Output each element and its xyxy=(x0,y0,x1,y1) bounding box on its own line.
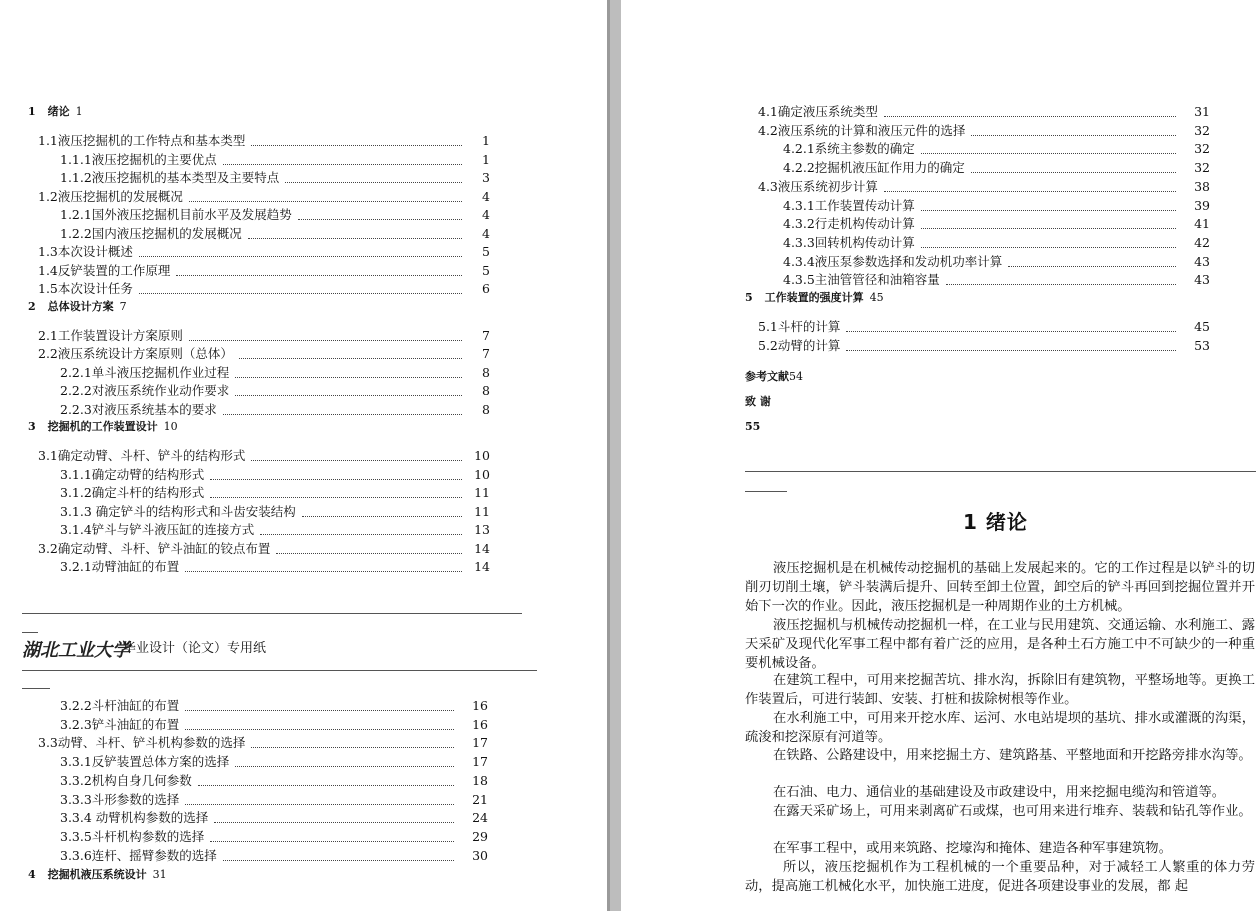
toc-dot-leader xyxy=(223,413,462,415)
toc-entry xyxy=(60,521,490,539)
toc-entry xyxy=(38,188,490,206)
toc-entry-page: 31 xyxy=(1194,104,1210,119)
toc-entry xyxy=(60,558,490,576)
toc-chapter-number: 4 xyxy=(28,868,36,882)
toc-entry-page: 16 xyxy=(472,716,488,732)
toc-entry-page: 4 xyxy=(482,188,490,204)
toc-entry-page: 10 xyxy=(474,466,490,482)
page-gutter xyxy=(607,0,621,911)
toc-entry-page: 43 xyxy=(1194,253,1210,269)
toc-entry-page: 3 xyxy=(482,170,490,185)
toc-chapter-entry xyxy=(28,867,167,883)
toc-dot-leader xyxy=(223,859,454,861)
toc-dot-leader xyxy=(971,171,1176,173)
toc-entry-page: 18 xyxy=(472,772,488,788)
toc-entry-page: 4 xyxy=(482,207,490,222)
references-entry xyxy=(745,369,803,385)
toc-entry-title: 3.3.5斗杆机构参数的选择 xyxy=(60,828,205,844)
toc-entry xyxy=(38,132,490,150)
toc-entry-title: 3.1.3 确定铲斗的结构形式和斗齿安装结构 xyxy=(60,503,296,519)
toc-dot-leader xyxy=(921,152,1176,154)
left-page xyxy=(0,0,607,911)
toc-entry-page: 17 xyxy=(472,754,488,770)
toc-entry xyxy=(60,169,490,187)
toc-dot-leader xyxy=(235,394,462,396)
toc-entry-title: 3.3.6连杆、摇臂参数的选择 xyxy=(60,847,217,863)
toc-dot-leader xyxy=(260,533,462,535)
toc-dot-leader xyxy=(302,515,462,517)
toc-chapter-entry xyxy=(28,104,83,120)
toc-entry-page: 7 xyxy=(482,327,490,343)
toc-entry-title: 4.3.2行走机构传动计算 xyxy=(783,216,915,232)
toc-entry-title: 2.2液压系统设计方案原则（总体） xyxy=(38,346,233,361)
toc-dot-leader xyxy=(189,200,462,202)
chapter-paragraph: 在建筑工程中，可用来挖掘苦坑、排水沟，拆除旧有建筑物，平整场地等。更换工作装置后，可进行装卸、安装、打桩和拔除树根等作业。 xyxy=(745,673,1255,707)
toc-entry xyxy=(38,540,490,558)
toc-dot-leader xyxy=(235,376,462,378)
toc-entry-title: 3.2确定动臂、斗杆、铲斗油缸的铰点布置 xyxy=(38,540,271,556)
toc-entry xyxy=(758,122,1210,140)
toc-entry xyxy=(38,280,490,298)
toc-entry-title: 5.1斗杆的计算 xyxy=(758,319,841,334)
toc-dot-leader xyxy=(971,134,1176,136)
toc-dot-leader xyxy=(276,552,462,554)
right-header-rule xyxy=(745,471,1256,472)
toc-entry-page: 8 xyxy=(482,401,490,417)
toc-entry xyxy=(60,847,488,865)
header-rule-stub-2 xyxy=(22,688,50,689)
toc-entry-title: 4.2.2挖掘机液压缸作用力的确定 xyxy=(783,160,965,176)
toc-entry-page: 29 xyxy=(472,828,488,844)
toc-entry-title: 1.1.2液压挖掘机的基本类型及主要特点 xyxy=(60,170,280,185)
toc-chapter-title: 挖掘机液压系统设计 xyxy=(47,868,147,882)
toc-entry-page: 11 xyxy=(474,485,490,500)
toc-chapter-page: 31 xyxy=(152,868,167,882)
toc-entry-page: 5 xyxy=(482,244,490,259)
header-rule-bottom xyxy=(22,670,537,671)
toc-entry-page: 7 xyxy=(482,346,490,361)
toc-dot-leader xyxy=(189,339,462,341)
toc-entry-title: 2.2.1单斗液压挖掘机作业过程 xyxy=(60,364,230,380)
toc-entry-title: 3.2.3铲斗油缸的布置 xyxy=(60,716,180,732)
school-logo xyxy=(22,638,130,661)
toc-dot-leader xyxy=(239,357,462,359)
toc-entry xyxy=(38,262,490,280)
toc-entry-page: 16 xyxy=(472,698,488,713)
toc-entry xyxy=(758,318,1210,336)
toc-chapter-title: 挖掘机的工作装置设计 xyxy=(47,420,158,433)
toc-entry xyxy=(60,484,490,502)
toc-entry-title: 3.3动臂、斗杆、铲斗机构参数的选择 xyxy=(38,735,246,751)
toc-dot-leader xyxy=(248,237,462,239)
toc-entry xyxy=(60,791,488,809)
toc-dot-leader xyxy=(846,349,1176,351)
toc-chapter-entry xyxy=(28,299,127,315)
toc-entry xyxy=(60,809,488,827)
chapter-heading: 1 绪论 xyxy=(963,510,1028,534)
toc-chapter-number: 1 xyxy=(28,105,36,118)
toc-dot-leader xyxy=(139,292,462,294)
toc-entry-title: 1.2.1国外液压挖掘机目前水平及发展趋势 xyxy=(60,207,292,222)
toc-entry-title: 1.2液压挖掘机的发展概况 xyxy=(38,188,183,204)
toc-entry-title: 3.1.4铲斗与铲斗液压缸的连接方式 xyxy=(60,522,255,537)
toc-entry-page: 1 xyxy=(482,133,490,148)
toc-entry xyxy=(38,734,488,752)
toc-dot-leader xyxy=(921,209,1176,211)
header-title: 毕业设计（论文）专用纸 xyxy=(123,641,267,656)
toc-entry-title: 3.1.1确定动臂的结构形式 xyxy=(60,466,205,482)
chapter-paragraph: 在铁路、公路建设中，用来挖掘土方、建筑路基、平整地面和开挖路旁排水沟等。 xyxy=(773,748,1252,763)
toc-dot-leader xyxy=(251,746,454,748)
toc-dot-leader xyxy=(1008,265,1176,267)
toc-entry-title: 4.3.4液压泵参数选择和发动机功率计算 xyxy=(783,253,1003,269)
toc-chapter-page: 7 xyxy=(119,299,127,313)
chapter-paragraph: 液压挖掘机与机械传动挖掘机一样，在工业与民用建筑、交通运输、水利施工、露天采矿及现代化军事工程中都有着广泛的应用，是各种土石方施工中不可缺少的一种重要机械设备。 xyxy=(745,618,1255,671)
toc-entry-title: 3.3.1反铲装置总体方案的选择 xyxy=(60,754,230,770)
toc-entry-page: 14 xyxy=(474,559,490,574)
toc-dot-leader xyxy=(235,765,454,767)
toc-entry-title: 1.1液压挖掘机的工作特点和基本类型 xyxy=(38,133,246,148)
toc-entry-page: 10 xyxy=(474,448,490,463)
toc-entry-page: 11 xyxy=(474,503,490,519)
toc-entry xyxy=(38,345,490,363)
toc-entry xyxy=(758,337,1210,355)
toc-entry xyxy=(783,140,1210,158)
toc-entry xyxy=(60,364,490,382)
toc-entry-page: 13 xyxy=(474,522,490,537)
toc-entry xyxy=(38,447,490,465)
toc-dot-leader xyxy=(185,570,462,572)
toc-entry-page: 32 xyxy=(1194,160,1210,176)
toc-entry-title: 1.4反铲装置的工作原理 xyxy=(38,262,171,278)
toc-entry-title: 4.2.1系统主参数的确定 xyxy=(783,141,915,157)
svg-text:湖北工业大学: 湖北工业大学 xyxy=(22,640,130,661)
toc-entry-title: 1.2.2国内液压挖掘机的发展概况 xyxy=(60,225,242,241)
toc-entry-page: 17 xyxy=(472,735,488,751)
toc-chapter-title: 工作装置的强度计算 xyxy=(764,291,864,304)
toc-dot-leader xyxy=(223,163,462,165)
toc-entry xyxy=(783,234,1210,252)
toc-dot-leader xyxy=(214,821,454,823)
toc-entry-title: 4.3.1工作装置传动计算 xyxy=(783,197,915,213)
toc-dot-leader xyxy=(198,784,454,786)
toc-chapter-number: 2 xyxy=(28,299,36,313)
toc-entry xyxy=(60,225,490,243)
right-header-rule-stub xyxy=(745,491,787,492)
toc-entry-title: 3.3.2机构自身几何参数 xyxy=(60,772,192,788)
toc-dot-leader xyxy=(298,218,462,220)
toc-dot-leader xyxy=(185,728,454,730)
toc-entry-page: 41 xyxy=(1194,216,1210,232)
toc-chapter-entry xyxy=(745,290,884,306)
toc-entry xyxy=(38,327,490,345)
toc-entry xyxy=(60,151,490,169)
toc-chapter-page: 10 xyxy=(163,420,178,433)
toc-entry-page: 4 xyxy=(482,225,490,241)
toc-dot-leader xyxy=(176,274,462,276)
toc-entry xyxy=(758,178,1210,196)
toc-entry-title: 2.2.3对液压系统基本的要求 xyxy=(60,401,217,417)
toc-entry-page: 5 xyxy=(482,262,490,278)
references-page: 54 xyxy=(789,370,803,383)
toc-entry-page: 38 xyxy=(1194,178,1210,194)
toc-entry-title: 4.1确定液压系统类型 xyxy=(758,104,878,119)
toc-entry xyxy=(60,716,488,734)
toc-dot-leader xyxy=(210,840,454,842)
toc-entry xyxy=(758,103,1210,121)
toc-entry-page: 45 xyxy=(1194,319,1210,334)
toc-entry xyxy=(38,243,490,261)
toc-dot-leader xyxy=(884,190,1176,192)
toc-entry-title: 1.5本次设计任务 xyxy=(38,281,133,296)
toc-entry-title: 3.3.4 动臂机构参数的选择 xyxy=(60,810,209,826)
toc-entry xyxy=(783,271,1210,289)
toc-dot-leader xyxy=(185,803,454,805)
chapter-paragraph: 液压挖掘机是在机械传动挖掘机的基础上发展起来的。它的工作过程是以铲斗的切削刃切削土壤，铲斗装满后提升、回转至卸土位置，卸空后的铲斗再回到挖掘位置并开始下一次的作业。因此，液压挖掘机是一种周期作业的土方机械。 xyxy=(745,561,1255,614)
toc-entry-page: 32 xyxy=(1194,141,1210,157)
toc-entry-page: 14 xyxy=(474,540,490,556)
toc-dot-leader xyxy=(210,496,462,498)
toc-entry-title: 1.1.1液压挖掘机的主要优点 xyxy=(60,151,217,167)
toc-entry-page: 1 xyxy=(482,151,490,167)
toc-entry xyxy=(783,159,1210,177)
toc-entry xyxy=(783,253,1210,271)
toc-entry xyxy=(783,215,1210,233)
toc-entry xyxy=(60,401,490,419)
toc-entry xyxy=(783,197,1210,215)
toc-entry-page: 43 xyxy=(1194,272,1210,288)
header-rule-top xyxy=(22,613,522,614)
toc-entry-page: 30 xyxy=(472,847,488,863)
toc-entry-title: 3.2.2斗杆油缸的布置 xyxy=(60,698,180,713)
acknowledgements-page: 55 xyxy=(745,420,761,433)
toc-entry-page: 21 xyxy=(472,791,488,807)
toc-chapter-number: 3 xyxy=(28,420,36,433)
toc-dot-leader xyxy=(946,283,1176,285)
toc-entry-title: 4.3.5主油管管径和油箱容量 xyxy=(783,272,940,288)
toc-entry-page: 6 xyxy=(482,281,490,296)
toc-entry-title: 3.1.2确定斗杆的结构形式 xyxy=(60,485,205,500)
toc-chapter-title: 总体设计方案 xyxy=(47,299,114,313)
toc-entry-page: 53 xyxy=(1194,337,1210,353)
toc-dot-leader xyxy=(884,115,1176,117)
toc-dot-leader xyxy=(251,459,462,461)
toc-chapter-title: 绪论 xyxy=(47,105,70,118)
toc-dot-leader xyxy=(210,478,462,480)
toc-dot-leader xyxy=(285,181,462,183)
toc-chapter-entry xyxy=(28,419,178,435)
toc-entry-title: 4.2液压系统的计算和液压元件的选择 xyxy=(758,122,966,138)
toc-entry-title: 2.1工作装置设计方案原则 xyxy=(38,327,183,343)
chapter-paragraph: 在水利施工中，可用来开挖水库、运河、水电站堤坝的基坑、排水或灌溉的沟渠，疏浚和挖深原有河道等。 xyxy=(745,711,1255,745)
toc-entry-title: 3.3.3斗形参数的选择 xyxy=(60,791,180,807)
acknowledgements-title: 致 谢 xyxy=(745,395,771,408)
toc-dot-leader xyxy=(921,227,1176,229)
toc-dot-leader xyxy=(921,246,1176,248)
toc-entry xyxy=(60,206,490,224)
toc-chapter-page: 45 xyxy=(869,291,884,304)
toc-entry-title: 2.2.2对液压系统作业动作要求 xyxy=(60,383,230,398)
toc-entry-page: 8 xyxy=(482,364,490,380)
toc-entry xyxy=(60,503,490,521)
chapter-paragraph: 所以，液压挖掘机作为工程机械的一个重要品种，对于减轻工人繁重的体力劳动，提高施工机械化水平，加快施工进度，促进各项建设事业的发展，都 起 xyxy=(745,860,1255,894)
toc-entry xyxy=(60,382,490,400)
toc-entry-title: 1.3本次设计概述 xyxy=(38,244,133,259)
toc-entry xyxy=(60,772,488,790)
toc-entry-title: 3.2.1动臂油缸的布置 xyxy=(60,559,180,574)
toc-entry xyxy=(60,828,488,846)
toc-entry-page: 24 xyxy=(472,810,488,826)
chapter-paragraph: 在军事工程中，或用来筑路、挖壕沟和掩体、建造各种军事建筑物。 xyxy=(773,841,1172,856)
toc-entry xyxy=(60,466,490,484)
toc-chapter-number: 5 xyxy=(745,291,753,304)
toc-entry-title: 3.1确定动臂、斗杆、铲斗的结构形式 xyxy=(38,448,246,463)
chapter-paragraph: 在露天采矿场上，可用来剥离矿石或煤，也可用来进行堆弃、装载和钻孔等作业。 xyxy=(773,804,1252,819)
toc-entry-title: 4.3液压系统初步计算 xyxy=(758,178,878,194)
chapter-paragraph: 在石油、电力、通信业的基础建设及市政建设中，用来挖掘电缆沟和管道等。 xyxy=(773,785,1226,800)
toc-entry-title: 5.2动臂的计算 xyxy=(758,337,841,353)
toc-dot-leader xyxy=(185,709,454,711)
toc-dot-leader xyxy=(251,144,462,146)
header-rule-stub xyxy=(22,632,38,633)
toc-entry-page: 8 xyxy=(482,383,490,398)
toc-entry-page: 42 xyxy=(1194,234,1210,250)
toc-entry xyxy=(60,753,488,771)
toc-entry xyxy=(60,697,488,715)
references-title: 参考文献 xyxy=(745,370,789,383)
toc-entry-title: 4.3.3回转机构传动计算 xyxy=(783,234,915,250)
toc-entry-page: 39 xyxy=(1194,197,1210,213)
toc-chapter-page: 1 xyxy=(75,105,83,118)
toc-dot-leader xyxy=(846,330,1176,332)
toc-entry-page: 32 xyxy=(1194,122,1210,138)
toc-dot-leader xyxy=(139,255,462,257)
